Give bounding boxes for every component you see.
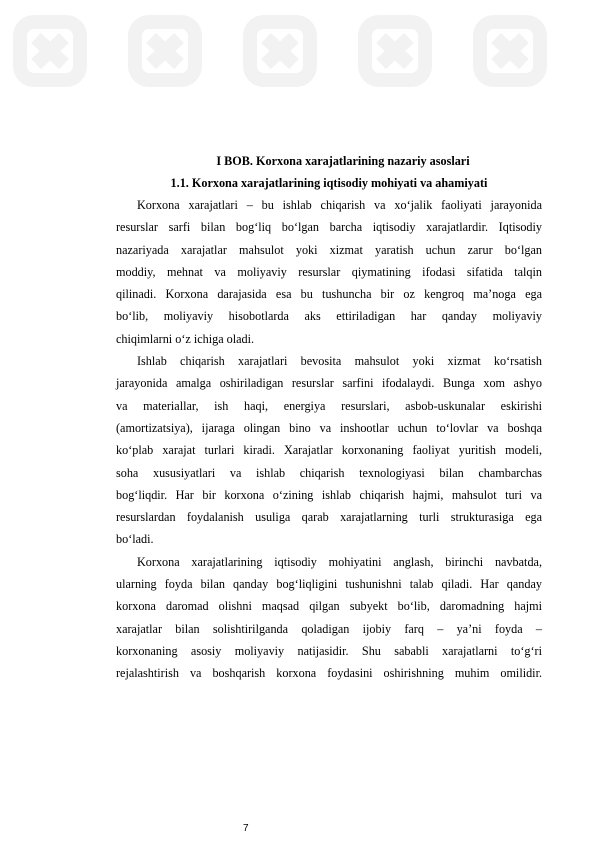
text-line: resurslar sarfi bilan bog‘liq bo‘lgan barcha iqtisodiy xarajatlardir. Iqtisodiy <box>116 220 542 235</box>
text-line: chiqimlarni o‘z ichiga oladi. <box>116 331 255 346</box>
watermark-logo-pattern <box>0 0 595 140</box>
text-line: nazariyada xarajatlar mahsulot yoki xizmat yaratish uchun zarur bo‘lgan <box>116 242 542 257</box>
text-line: bo‘ladi. <box>116 532 154 547</box>
paragraph <box>116 194 542 350</box>
text-line: soha xususiyatlari va ishlab chiqarish texnologiyasi bilan chambarchas <box>116 465 542 480</box>
text-line: xarajatlar bilan solishtirilganda qoladigan ijobiy farq – ya’ni foyda – <box>116 621 542 636</box>
text-line: ko‘plab xarajat turlari kiradi. Xarajatlar korxonaning faoliyat yuritish modeli, <box>116 443 542 458</box>
text-line: korxona daromad olishni maqsad qilgan subyekt bo‘lib, daromadning hajmi <box>116 599 542 614</box>
paragraph <box>116 551 542 685</box>
page-number: 7 <box>243 823 249 834</box>
text-line: Korxona xarajatlari – bu ishlab chiqarish va xo‘jalik faoliyati jarayonida <box>137 198 542 212</box>
text-line: moddiy, mehnat va moliyaviy resurslar qiymatining ifodasi sifatida talqin <box>116 264 542 279</box>
text-line: va materiallar, ish haqi, energiya resurslari, asbob-uskunalar eskirishi <box>116 398 542 413</box>
text-line: korxonaning asosiy moliyaviy natijasidir. Shu sababli xarajatlarni to‘g‘ri <box>116 643 542 658</box>
text-line: qilinadi. Korxona darajasida esa bu tushuncha bir oz kengroq ma’noga ega <box>116 287 542 302</box>
document-page <box>116 150 542 685</box>
chapter-title: I BOB. Korxona xarajatlarining nazariy asoslari <box>216 154 470 168</box>
text-line: bog‘liqdir. Har bir korxona o‘zining ishlab chiqarish hajmi, mahsulot turi va <box>116 487 542 502</box>
section-title: 1.1. Korxona xarajatlarining iqtisodiy mohiyati va ahamiyati <box>170 176 488 190</box>
text-line: rejalashtirish va boshqarish korxona foydasini oshirishning muhim omilidir. <box>116 666 542 681</box>
text-line: jarayonida amalga oshiriladigan resurslar sarfini ifodalaydi. Bunga xom ashyo <box>116 376 542 391</box>
text-line: resurslardan foydalanish usuliga qarab xarajatlarning turli strukturasiga ega <box>116 510 542 525</box>
text-line: bo‘lib, moliyaviy hisobotlarda aks ettiriladigan har qanday moliyaviy <box>116 309 542 324</box>
text-line: Korxona xarajatlarining iqtisodiy mohiyatini anglash, birinchi navbatda, <box>137 554 542 569</box>
text-line: ularning foyda bilan qanday bog‘liqligini tushunishni talab qiladi. Har qanday <box>116 577 542 592</box>
text-line: (amortizatsiya), ijaraga olingan bino va inshootlar uchun to‘lovlar va boshqa <box>116 420 542 435</box>
paragraph <box>116 350 542 551</box>
text-line: Ishlab chiqarish xarajatlari bevosita mahsulot yoki xizmat ko‘rsatish <box>137 354 542 369</box>
